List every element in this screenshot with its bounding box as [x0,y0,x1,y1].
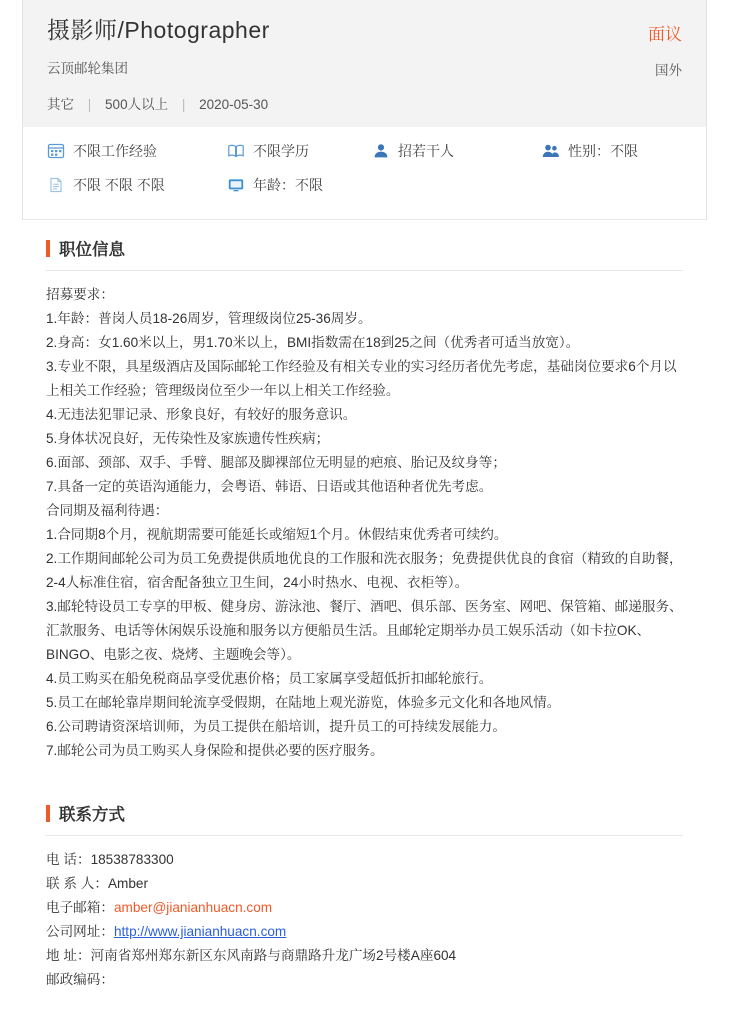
meta-divider: | [87,97,92,113]
contact-label-email: 电子邮箱： [46,900,114,916]
contact-row-website [46,920,683,944]
section-spacer [46,763,683,785]
attr-experience-label: 不限工作经验 [73,143,157,160]
contact-value-phone: 18538783300 [90,852,174,868]
document-icon [47,176,65,194]
job-info-line: 招募要求： [46,287,114,303]
contact-row-phone [46,848,683,872]
job-info-line: 7.具备一定的英语沟通能力，会粤语、韩语、日语或其他语种者优先考虑。 [46,479,493,495]
job-header [22,0,707,127]
salary-value: 面议 [648,25,682,44]
job-info-line: 5.员工在邮轮靠岸期间轮流享受假期，在陆地上观光游览，体验多元文化和各地风情。 [46,695,561,711]
contact-label-person: 联 系 人： [46,876,108,892]
location-value: 国外 [655,63,682,78]
job-meta [47,93,682,113]
attr-gender-label: 性别：不限 [568,143,638,160]
section-accent-bar [46,240,50,257]
people-icon [542,142,560,160]
job-info-body [46,283,683,763]
meta-company-size: 500人以上 [105,97,169,113]
job-info-header [46,220,683,271]
contact-value-person: Amber [107,876,148,892]
attr-headcount-label: 招若干人 [398,143,454,160]
attr-headcount [372,141,542,161]
contact-section [22,785,707,1010]
contact-value-email[interactable]: amber@jianianhuacn.com [113,900,273,916]
contact-title: 联系方式 [59,806,125,825]
page-title: 摄影师/Photographer [47,17,270,43]
contact-label-address: 地 址： [46,948,91,964]
job-info-line: 2.工作期间邮轮公司为员工免费提供质地优良的工作服和洗衣服务；免费提供优良的食宿（精致的自助餐，2-4人标准住宿，宿舍配备独立卫生间，24小时热水、电视、衣柜等）。 [46,551,683,591]
contact-row-postcode [46,968,683,992]
job-info-title: 职位信息 [59,241,125,260]
contact-row-address [46,944,683,968]
job-info-line: 4.员工购买在船免税商品享受优惠价格；员工家属享受超低折扣邮轮旅行。 [46,671,493,687]
contact-row-email [46,896,683,920]
job-info-line: 3.专业不限，具星级酒店及国际邮轮工作经验及有相关专业的实习经历者优先考虑，基础岗位要求6个月以上相关工作经验；管理级岗位至少一年以上相关工作经验。 [46,359,677,399]
person-icon [372,142,390,160]
attr-other [47,175,227,195]
job-info-line: 6.公司聘请资深培训师，为员工提供在船培训，提升员工的可持续发展能力。 [46,719,506,735]
meta-date: 2020-05-30 [199,97,269,113]
attr-experience [47,141,227,161]
contact-value-address: 河南省郑州郑东新区东风南路与商鼎路升龙广场2号楼A座604 [90,948,457,964]
job-attributes [22,127,707,220]
contact-label-postcode: 邮政编码： [46,972,114,988]
attribute-row-2 [47,175,682,195]
job-info-line: 7.邮轮公司为员工购买人身保险和提供必要的医疗服务。 [46,743,384,759]
meta-industry: 其它 [47,97,74,113]
attr-education [227,141,372,161]
book-icon [227,142,245,160]
job-info-line: 1.年龄：普岗人员18-26周岁，管理级岗位25-36周岁。 [46,311,372,327]
job-info-line: 4.无违法犯罪记录、形象良好，有较好的服务意识。 [46,407,357,423]
attr-education-label: 不限学历 [253,143,309,160]
job-info-line: 5.身体状况良好，无传染性及家族遗传性疾病； [46,431,330,447]
contact-label-website: 公司网址： [46,924,114,940]
contact-header [46,785,683,836]
calendar-icon [47,142,65,160]
contact-label-phone: 电 话： [46,852,91,868]
attr-gender [542,141,638,161]
company-name: 云顶邮轮集团 [47,61,128,77]
job-info-line: 6.面部、颈部、双手、手臂、腿部及脚裸部位无明显的疤痕、胎记及纹身等； [46,455,506,471]
job-info-line: 2.身高：女1.60米以上，男1.70米以上，BMI指数需在18到25之间（优秀者可适当放宽）。 [46,335,580,351]
contact-row-person [46,872,683,896]
attr-other-label: 不限 不限 不限 [73,177,165,194]
monitor-icon [227,176,245,194]
meta-divider: | [181,97,186,113]
contact-value-website[interactable]: http://www.jianianhuacn.com [113,924,287,940]
job-info-line: 1.合同期8个月，视航期需要可能延长或缩短1个月。休假结束优秀者可续约。 [46,527,508,543]
attribute-row-1 [47,141,682,161]
attr-age-label: 年龄：不限 [253,177,323,194]
attr-age [227,175,323,195]
job-info-section [22,220,707,785]
contact-list [46,848,683,1010]
job-info-line: 3.邮轮特设员工专享的甲板、健身房、游泳池、餐厅、酒吧、俱乐部、医务室、网吧、保管箱、邮递服务、汇款服务、电话等休闲娱乐设施和服务以方便船员生活。且邮轮定期举办员工娱乐活动（如卡拉OK、BINGO、电影之夜、烧烤、主题晚会等）。 [46,599,683,663]
section-accent-bar [46,805,50,822]
job-info-line: 合同期及福利待遇： [46,503,169,519]
